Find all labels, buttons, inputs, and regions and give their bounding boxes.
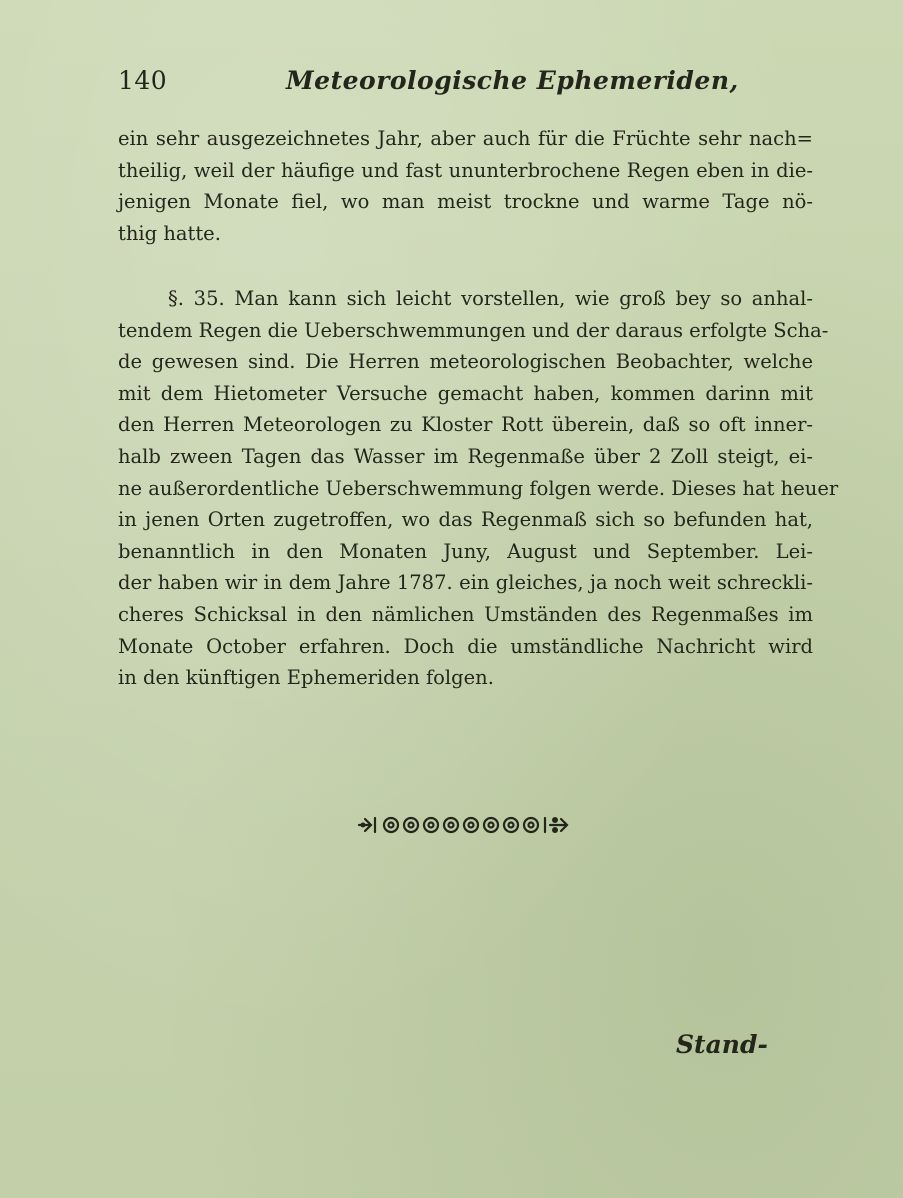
text-line: tendem Regen die Ueberschwemmungen und der daraus erfolgte Scha- [118, 318, 829, 342]
text-line: halb zween Tagen das Wasser im Regenmaße über 2 Zoll steigt, ei- [118, 444, 813, 468]
page-number: 140 [118, 66, 168, 95]
text-line: theilig, weil der häufige und fast ununterbrochene Regen eben in die- [118, 158, 813, 182]
text-line: in den künftigen Ephemeriden folgen. [118, 666, 494, 690]
text-line: Monate October erfahren. Doch die umständliche Nachricht wird [118, 634, 813, 658]
text-line: de gewesen sind. Die Herren meteorologischen Beobachter, welche [118, 350, 813, 374]
text-line: benanntlich in den Monaten Juny, August und September. Lei- [118, 539, 813, 563]
text-line: ne außerordentliche Ueberschwemmung folgen werde. Dieses hat heuer [118, 476, 839, 500]
text-line: jenigen Monate fiel, wo man meist trockne und warme Tage nö- [118, 190, 813, 214]
text-line: in jenen Orten zugetroffen, wo das Regenmaß sich so befunden hat, [118, 508, 813, 532]
running-head [118, 62, 818, 102]
paragraph-1 [118, 123, 813, 249]
running-title: Meteorologische Ephemeriden, [286, 66, 739, 95]
text-line: thig hatte. [118, 221, 221, 245]
catchword: Stand- [676, 1030, 768, 1059]
paragraph-2 [118, 283, 839, 694]
ornamental-scroll-divider-icon [355, 810, 575, 840]
text-line: ein sehr ausgezeichnetes Jahr, aber auch für die Früchte sehr nach= [118, 127, 813, 150]
text-line: mit dem Hietometer Versuche gemacht haben, kommen darinn mit [118, 381, 813, 405]
text-line: §. 35. Man kann sich leicht vorstellen, wie groß bey so anhal- [168, 287, 813, 310]
text-line: den Herren Meteorologen zu Kloster Rott überein, daß so oft inner- [118, 413, 813, 437]
text-line: cheres Schicksal in den nämlichen Umständen des Regenmaßes im [118, 602, 813, 626]
text-line: der haben wir in dem Jahre 1787. ein gleiches, ja noch weit schreckli- [118, 571, 813, 595]
